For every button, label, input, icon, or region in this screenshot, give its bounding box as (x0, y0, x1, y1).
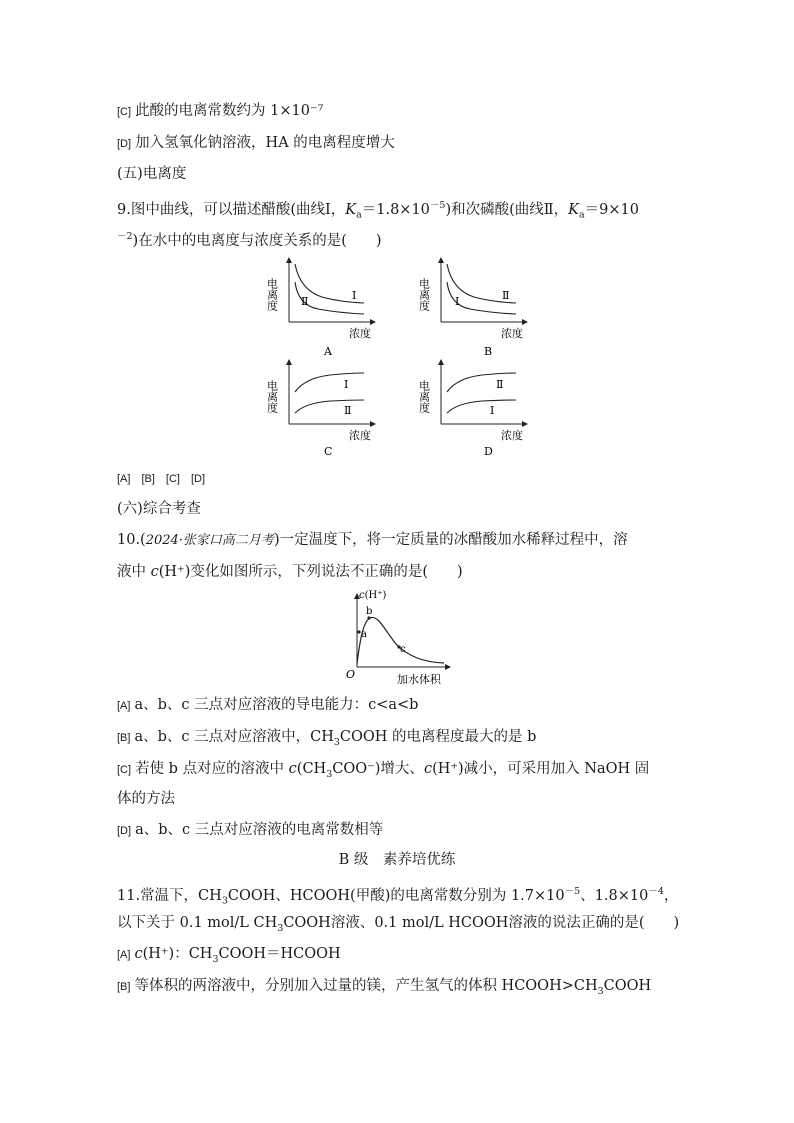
graph-c (266, 360, 376, 458)
option-marker: [B] (117, 732, 131, 744)
curve-label: Ⅱ (344, 404, 352, 417)
graph-letter: B (484, 345, 493, 358)
point-label-a: a (361, 629, 367, 640)
curve-label: Ⅰ (352, 289, 357, 302)
q11-option-b: [B] 等体积的两溶液中，分别加入过量的镁，产生氢气的体积 $HCOOH>CH_3COOH$ (117, 978, 652, 997)
question-10-line2: 液中 c(H⁺)变化如图所示，下列说法不正确的是( ) (117, 564, 463, 580)
x-axis-label: 浓度 (349, 327, 371, 340)
source-label: 2024·张家口高二月考 (145, 533, 274, 548)
y-axis-label: 电离度 (265, 278, 279, 311)
curve-1 (295, 373, 364, 392)
curve-label: Ⅰ (455, 295, 460, 308)
curve-label: Ⅰ (344, 378, 349, 391)
section-heading: (五)电离度 (117, 166, 187, 182)
graph-letter: D (484, 445, 493, 458)
question-9-line1: 9.图中曲线，可以描述醋酸(曲线Ⅰ，$K_a=1.8\times 10^{-5}$)和次磷酸(曲线Ⅱ，$K_a=9\times 10$ (117, 200, 639, 221)
y-axis-label: (H⁺) (364, 590, 387, 601)
curve-label: Ⅱ (502, 289, 510, 302)
x-axis-label: 加水体积 (397, 673, 441, 686)
question-11-line2: 以下关于 0.1 mol/L $CH_3COOH$溶液、0.1 mol/L HCOOH溶液的说法正确的是( ) (117, 915, 680, 934)
svg-text:c(H⁺) (359, 590, 387, 601)
y-axis-label: 电离度 (265, 380, 279, 413)
ch-curve (357, 617, 444, 664)
curve-2 (447, 373, 516, 392)
q10-option-b: [B] a、b、c 三点对应溶液中，$CH_3COOH$ 的电离程度最大的是 b (117, 729, 537, 748)
q10-option-c-cont: 体的方法 (117, 791, 175, 807)
question-9-line2: $^{-2}$)在水中的电离度与浓度关系的是( ) (117, 231, 382, 249)
curve-label: Ⅱ (496, 378, 504, 391)
option-marker: [A] (117, 949, 131, 961)
question-10-figure (346, 590, 450, 686)
curve-label: Ⅱ (301, 295, 309, 308)
section-b-heading: B 级 素养培优练 (338, 852, 456, 868)
curve-label: Ⅰ (490, 404, 495, 417)
option-text: 此酸的电离常数约为 1×10⁻⁷ (135, 103, 324, 119)
q11-option-a: [A] c(H⁺)：$CH_3COOH=HCOOH$ (117, 946, 341, 965)
x-axis-label: 浓度 (501, 327, 523, 340)
origin-label: O (346, 668, 356, 681)
y-axis-label: 电离度 (417, 278, 431, 311)
y-axis-label: 电离度 (417, 380, 431, 413)
question-10-line1: 10.(2024·张家口高二月考)一定温度下，将一定质量的冰醋酸加水稀释过程中，溶 (117, 532, 628, 548)
point-label-c: c (400, 644, 406, 655)
question-9-options: [A] [B] [C] [D] (117, 473, 206, 485)
option-marker: [A] (117, 700, 131, 712)
section-heading: (六)综合考查 (117, 501, 201, 517)
graph-letter: C (324, 445, 333, 458)
graph-d (418, 360, 528, 458)
option-marker: [C] (117, 764, 132, 776)
graph-b (418, 258, 528, 358)
graph-a (266, 258, 376, 358)
option-marker: [D] (117, 138, 132, 150)
q10-option-c: [C] 若使 b 点对应的溶液中 $c(CH_3COO^-)$增大、c(H⁺)减小，可采用加入 NaOH 固 (117, 761, 650, 780)
question-11-line1: 11.常温下，$CH_3COOH$、HCOOH(甲酸)的电离常数分别为 $1.7\times 10^{-5}$、$1.8\times 10^{-4}$， (117, 886, 679, 907)
y-axis-label: c (359, 590, 365, 601)
point-label-b: b (366, 606, 373, 617)
curve-1 (447, 400, 516, 413)
x-axis-label: 浓度 (501, 429, 523, 442)
q10-option-d: [D] a、b、c 三点对应溶液的电离常数相等 (117, 822, 384, 838)
option-marker: [C] (117, 106, 132, 118)
graph-letter: A (324, 345, 332, 358)
option-marker: [B] (117, 981, 131, 993)
q10-option-a: [A] a、b、c 三点对应溶液的导电能力：c<a<b (117, 697, 419, 713)
curve-2 (295, 400, 364, 413)
option-marker: [D] (117, 825, 132, 837)
option-text: 加入氢氧化钠溶液，HA 的电离程度增大 (135, 135, 395, 151)
x-axis-label: 浓度 (349, 429, 371, 442)
